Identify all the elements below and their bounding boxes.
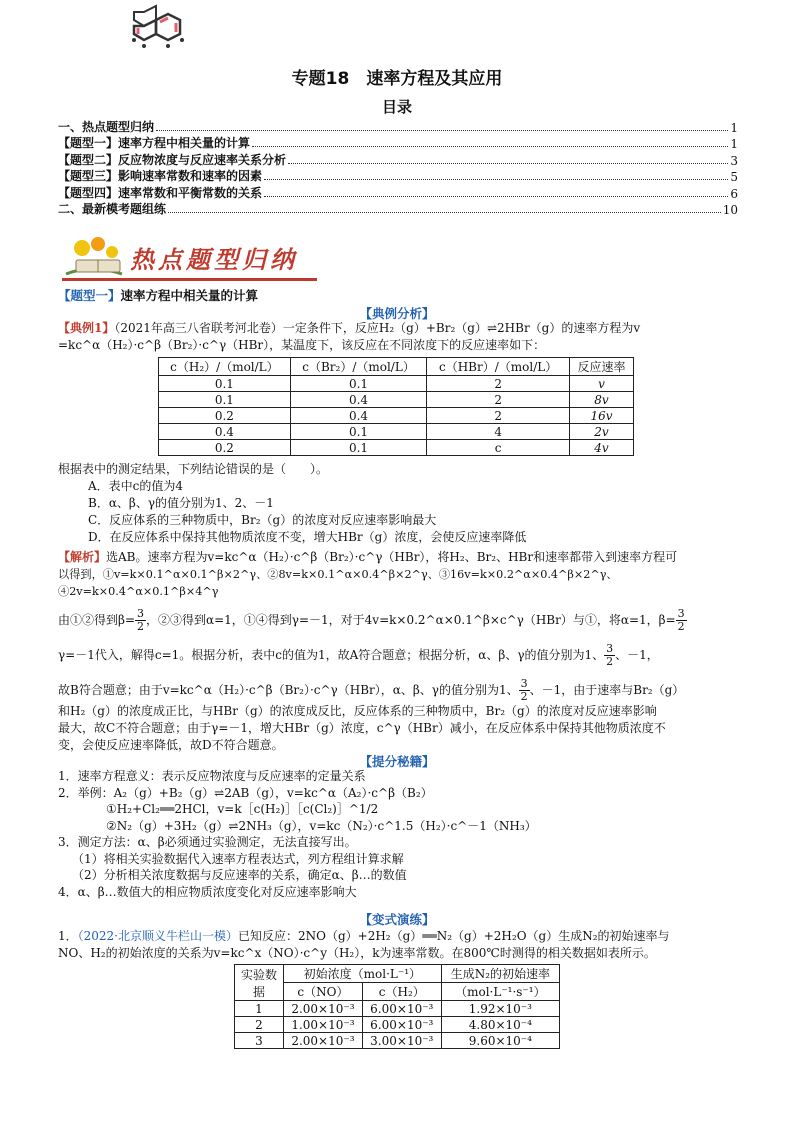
section-tag: 【题型一】	[58, 288, 121, 303]
example-question	[58, 461, 748, 546]
tip-item: 3．测定方法：α、β必须通过实验测定，无法直接写出。	[58, 835, 357, 849]
analysis	[58, 549, 748, 754]
analysis-l7: 最大，故C不符合题意；由于γ=－1，增大HBr（g）浓度，c^γ（HBr）减小，在反应体系中保持其他物质浓度不	[58, 721, 666, 735]
toc-label: 【题型一】速率方程中相关量的计算	[58, 136, 251, 150]
table-row: 0.1 0.1 2 v	[159, 376, 634, 392]
tip-item: 4．α、β…数值大的相应物质浓度变化对反应速率影响大	[58, 884, 357, 899]
toc-label: 【题型二】反应物浓度与反应速率关系分析	[58, 152, 287, 167]
table-row: 0.2 0.4 2 16v	[159, 408, 634, 424]
toc-row[interactable]	[58, 201, 738, 218]
analysis-l5b: 、－1，由于速率与Br₂（g）	[529, 683, 685, 697]
section-text: 速率方程中相关量的计算	[120, 288, 259, 303]
table-header: c（HBr）/（mol/L）	[427, 358, 570, 376]
practice-line2: NO、H₂的初始浓度的关系为v=kc^x（NO）·c^y（H₂），k为速率常数。在800℃时测得的相关数据如表所示。	[58, 946, 656, 960]
practice-line1: 已知反应：2NO（g）+2H₂（g）══N₂（g）+2H₂O（g）生成N₂的初始速率与	[238, 929, 670, 943]
practice-num: 1．	[58, 929, 78, 943]
analysis-l1: 选AB。速率方程为v=kc^α（H₂）·c^β（Br₂）·c^γ（HBr），将H₂、Br₂、HBr和速率都带入到速率方程可	[106, 550, 678, 564]
toc-row[interactable]	[58, 135, 738, 152]
analysis-l4: γ=－1代入，解得c=1。根据分析，表中c的值为1，故A符合题意；根据分析，α、β、γ的值分别为1、	[58, 648, 605, 662]
table-header: 实验数据	[235, 965, 284, 1001]
tip-item: ②N₂（g）+3H₂（g）⇌2NH₃（g），v=kc（N₂）·c^1.5（H₂）·c^－1（NH₃）	[106, 818, 537, 833]
toc-page: 5	[730, 170, 738, 184]
banner-title: 热点题型归纳	[130, 245, 298, 274]
table-row: 3 2.00×10⁻³ 3.00×10⁻³ 9.60×10⁻⁴	[235, 1033, 560, 1049]
example-source: （2021年高三八省联考河北卷）	[114, 321, 283, 335]
table-header: c（Br₂）/（mol/L）	[290, 358, 426, 376]
tip-item: 2．举例：A₂（g）+B₂（g）⇌2AB（g），v=kc^α（A₂）·c^β（B₂）	[58, 785, 433, 800]
toc-row[interactable]	[58, 118, 738, 135]
naphthalene-logo-icon	[130, 4, 186, 60]
fraction: $\frac{3}{2}$	[520, 677, 528, 703]
analysis-l2: 以得到，①v=k×0.1^α×0.1^β×2^γ、②8v=k×0.1^α×0.4^β×2^γ、③16v=k×0.2^α×0.4^β×2^γ、④2v=k×0.4^α×0.1^β×4^γ	[58, 568, 618, 598]
table-row: 0.4 0.1 4 2v	[159, 424, 634, 440]
fraction: $\frac{3}{2}$	[677, 607, 685, 633]
analysis-l3a: 由①②得到β=	[58, 613, 135, 627]
option-b: B．α、β、γ的值分别为1、2、－1	[88, 496, 274, 510]
practice-heading: 【变式演练】	[359, 912, 435, 927]
tip-item: （1）将相关实验数据代入速率方程表达式，列方程组计算求解	[72, 851, 404, 866]
toc-label: 【题型三】影响速率常数和速率的因素	[58, 169, 263, 183]
tip-item: 1．速率方程意义：表示反应物浓度与反应速率的定量关系	[58, 769, 366, 783]
analysis-tag: 【解析】	[58, 550, 107, 564]
toc-page: 3	[730, 153, 738, 168]
toc-page: 1	[730, 120, 738, 135]
toc-title: 目录	[381, 98, 412, 116]
tip-item: ①H₂+Cl₂══2HCl，v=k［c(H₂)］［c(Cl₂)］^1/2	[106, 802, 379, 816]
tip-item: （2）分析相关浓度数据与反应速率的关系，确定α、β…的数值	[72, 868, 407, 882]
table-header: 生成N₂的初始速率	[441, 965, 559, 983]
page-title: 专题18 速率方程及其应用	[291, 69, 503, 89]
example-1	[58, 320, 748, 354]
example-heading: 【典例分析】	[359, 306, 435, 321]
option-a: A．表中c的值为4	[88, 479, 184, 493]
toc-row[interactable]	[58, 168, 738, 185]
table-row: 2 1.00×10⁻³ 6.00×10⁻³ 4.80×10⁻⁴	[235, 1017, 560, 1033]
table-header: c（H₂）	[362, 983, 441, 1001]
toc-label: 二、最新模考题组练	[58, 202, 167, 216]
table-header: c（H₂）/（mol/L）	[159, 358, 291, 376]
option-c: C．反应体系的三种物质中，Br₂（g）的浓度对反应速率影响最大	[88, 513, 437, 527]
banner-underline	[62, 278, 317, 281]
toc-label: 一、热点题型归纳	[58, 119, 155, 134]
table-row: 1 2.00×10⁻³ 6.00×10⁻³ 1.92×10⁻³	[235, 1001, 560, 1017]
table-row: 0.2 0.1 c 4v	[159, 440, 634, 456]
table-header: 反应速率	[570, 358, 634, 376]
tips-heading: 【提分秘籍】	[359, 754, 435, 769]
toc-page: 6	[730, 186, 738, 201]
toc-row[interactable]	[58, 184, 738, 201]
example-table	[158, 357, 634, 456]
option-d: D．在反应体系中保持其他物质浓度不变，增大HBr（g）浓度，会使反应速率降低	[88, 530, 527, 544]
toc-page: 1	[730, 137, 738, 151]
practice-table	[234, 964, 560, 1049]
tips-list	[58, 768, 748, 900]
table-header: c（NO）	[284, 983, 363, 1001]
fraction: $\frac{3}{2}$	[137, 607, 144, 633]
analysis-l5: 故B符合题意；由于v=kc^α（H₂）·c^β（Br₂）·c^γ（HBr），α、β、γ的值分别为1、	[58, 683, 519, 697]
toc-label: 【题型四】速率常数和平衡常数的关系	[58, 185, 263, 200]
practice-problem	[58, 928, 748, 962]
toc-row[interactable]	[58, 151, 738, 168]
example-line1: 一定条件下，反应H₂（g）+Br₂（g）⇌2HBr（g）的速率方程为v	[282, 321, 641, 335]
example-tag: 【典例1】	[58, 321, 115, 335]
table-header: 初始浓度（mol·L⁻¹）	[284, 965, 442, 983]
example-line2: =kc^α（H₂）·c^β（Br₂）·c^γ（HBr），某温度下，该反应在不同浓度下的反应速率如下：	[58, 338, 546, 352]
toc-page: 10	[722, 203, 738, 217]
question-text: 根据表中的测定结果，下列结论错误的是（ ）。	[58, 462, 329, 476]
table-of-contents	[58, 118, 738, 217]
fraction: $\frac{3}{2}$	[606, 642, 614, 668]
analysis-l8: 变，会使反应速率降低，故D不符合题意。	[58, 738, 284, 752]
practice-source: （2022·北京顺义牛栏山一模）	[77, 929, 238, 943]
table-row: 0.1 0.4 2 8v	[159, 392, 634, 408]
table-header: （mol·L⁻¹·s⁻¹）	[441, 983, 559, 1001]
analysis-l3b: ，②③得到α=1，①④得到γ=－1，对于4v=k×0.2^α×0.1^β×c^γ（HBr）与①，将α=1，β=	[146, 613, 676, 627]
section-heading	[58, 286, 258, 304]
analysis-l4b: 、－1，	[615, 648, 659, 662]
analysis-l6: 和H₂（g）的浓度成正比，与HBr（g）的浓度成反比，反应体系的三种物质中，Br₂（g）的浓度对反应速率影响	[58, 704, 657, 718]
